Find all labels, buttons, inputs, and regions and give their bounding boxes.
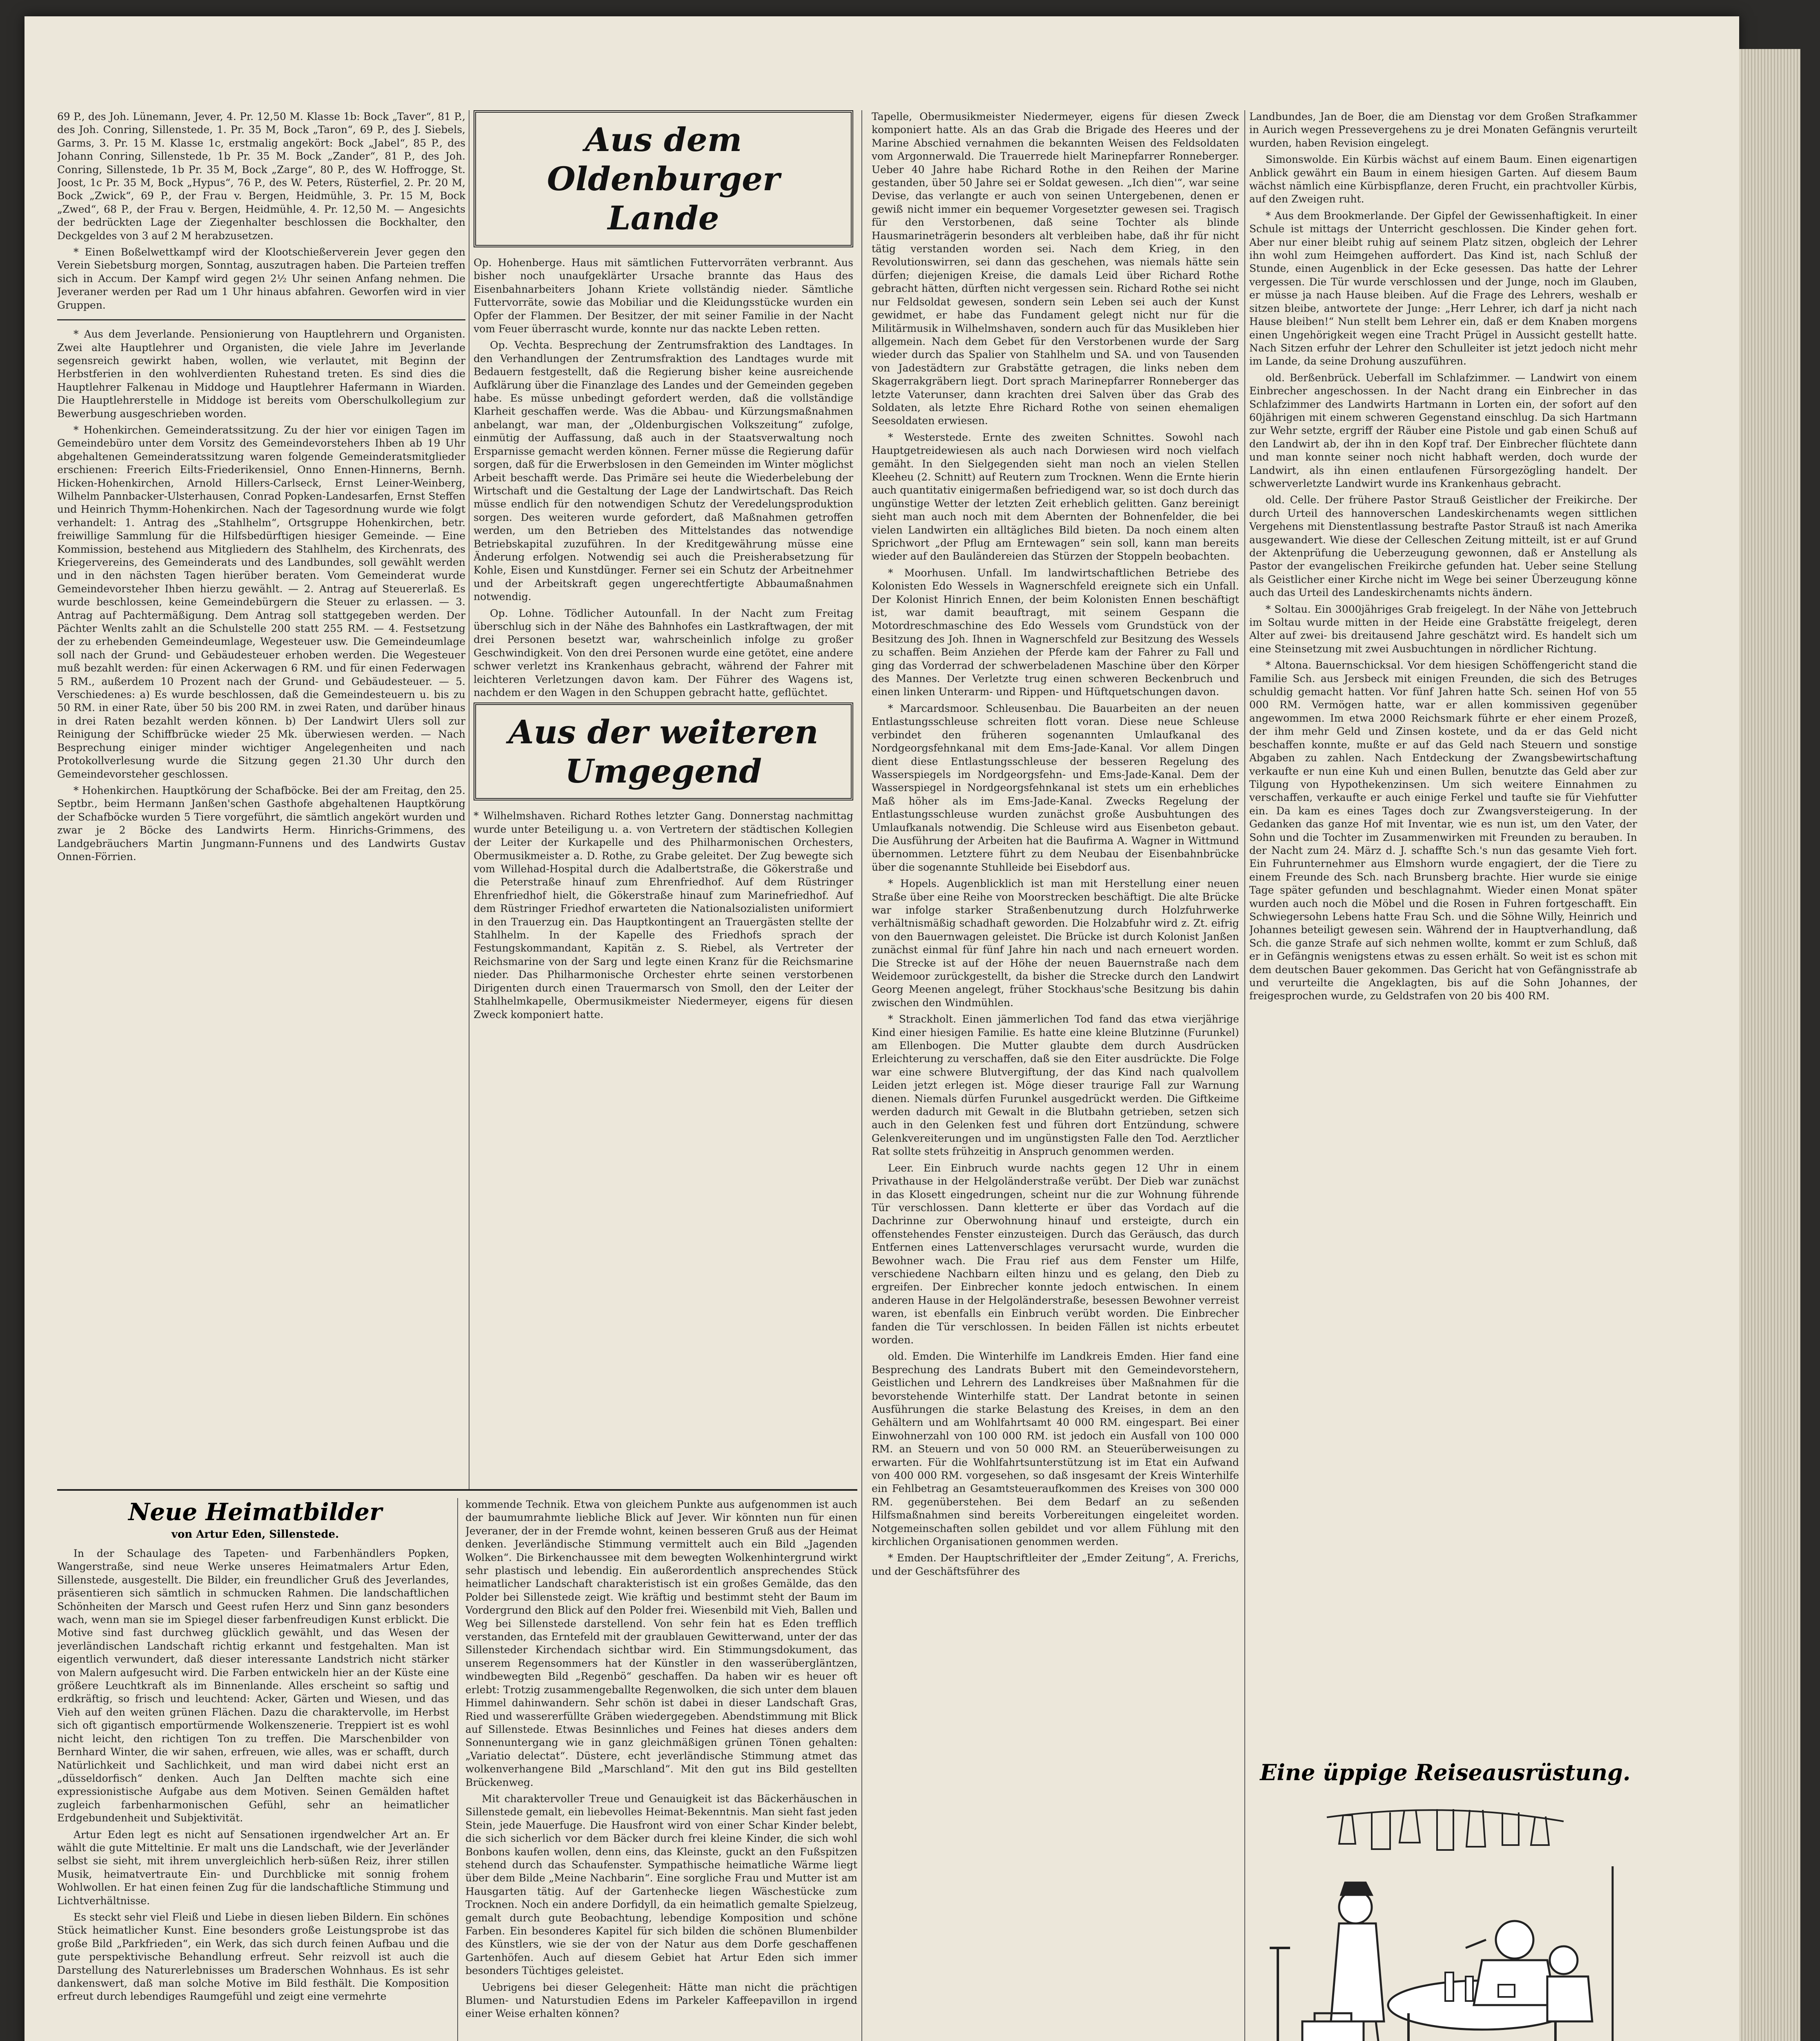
column-rule — [1244, 110, 1245, 2041]
paragraph: Uebrigens bei dieser Gelegenheit: Hätte man nicht die prächtigen Blumen- und Naturstudien Edens im Parkeler Kaffeepavillon in irgend einer Weise erhalten können? — [465, 1981, 857, 2020]
paragraph: kommende Technik. Etwa von gleichem Punkte aus aufgenommen ist auch der baumumrahmte liebliche Blick auf Jever. Wir könnten nun für einen Jeveraner, der in der Fremde wohnt, keinen besseren Gruß aus der Heimat denken. Jeverländische Stimmung vermittelt auch ein Bild „Jagenden Wolken“. Die Birkenchaussee mit dem bewegten Wolkenhintergrund wirkt sehr plastisch und lebendig. Ein außerordentlich ansprechendes Stück heimatlicher Landschaft charakteristisch ist ein großes Gemälde, das den Polder bei Sillenstede zeigt. Wie kräftig und bestimmt steht der Baum im Vordergrund den Blick auf den Polder frei. Wiesenbild mit Vieh, Ballen und Weg bei Sillenstede darstellend. Von sehr fein hat es Eden trefflich verstanden, das Erntefeld mit der graublauen Gewitterwand, unter der das Sillensteder Kirchendach sichtbar wird. Ein Stimmungsdokument, das unserem Regensommers hat der Künstler in den wasserübergläntzen, windbewegten Bild „Regenbö“ geschaffen. Da haben wir es heuer oft erlebt: Trotzig zusammengeballte Regenwolken, die sich unter dem blauen Himmel dahinwandern. Sehr schön ist dabei in dieser Landschaft Gras, Ried und wassererfüllte Gräben wiedergegeben. Abendstimmung mit Blick auf Sillenstede. Etwas Besinnliches und Feines hat dieses anders dem Sonnenuntergang wie in ganz gleichmäßigen grünen Tönen gehalten: „Variatio delectat“. Düstere, echt jeverländische Stimmung atmet das wolkenverhangene Bild „Marschland“. Mit den gut ins Bild gestellten Brückenweg. — [465, 1499, 857, 1788]
article-hopels: * Hopels. Augenblicklich ist man mit Herstellung einer neuen Straße über eine Reihe von Moorstrecken beschäftigt. Die alte Brücke war infolge starker Straßenbenutzung durch Holzfuhrwerke verhältnismäßig schadhaft geworden. Die Holzabfuhr wird z. Zt. eifrig von den Bauernwagen geleistet. Die Brücke ist durch Kolonist Janßen zunächst einmal für fünf Jahre hin nach und nach erneuert worden. Die Strecke ist auf der Höhe der neuen Bauernstraße nach dem Weidemoor zurückgestellt, da bisher die Strecke durch den Landwirt Georg Meenen angelegt, früher Stockhaus'sche Besitzung bis dahin zwischen den Windmühlen. — [872, 878, 1239, 1009]
section-header-oldenburg — [474, 110, 853, 247]
feature-column-right — [465, 1498, 857, 2041]
feature-title: Neue Heimatbilder — [128, 1498, 382, 1526]
article-moorhusen: * Moorhusen. Unfall. Im landwirtschaftlichen Betriebe des Kolonisten Edo Wessels in Wagnerschfeld ereignete sich ein Unfall. Der Kolonist Hinrich Ennen, der beim Kolonisten Ennen beschäftigt ist, war damit beauftragt, mit seinem Gespann die Motordreschmaschine des Edo Wessels vom Grundstück von der Besitzung des Joh. Ihnen in Wagnerschfeld zur Besitzung des Wessels zu schaffen. Beim Anziehen der Pferde kam der Fahrer zu Fall und ging das Vorderrad der schwerbeladenen Maschine über den Körper des Mannes. Der Verletzte trug einen schweren Beckenbruch und einen linken Unterarm- und Rippen- und Hüftquetschungen davon. — [872, 567, 1239, 698]
article-emden-zeitung: * Emden. Der Hauptschriftleiter der „Emder Zeitung“, A. Frerichs, und der Geschäftsführer des — [872, 1552, 1239, 1577]
article-wilhelmshaven: * Wilhelmshaven. Richard Rothes letzter Gang. Donnerstag nachmittag wurde unter Beteiligung u. a. von Vertretern der städtischen Kollegien der Leiter der Kurkapelle und des Philharmonischen Orchesters, Obermusikmeister a. D. Rothe, zu Grabe geleitet. Der Zug bewegte sich vom Willehad-Hospital durch die Adalbertstraße, die Gökerstraße und die Peterstraße hinauf zum Ehrenfriedhof. Auf dem Rüstringer Ehrenfriedhof hielt, die Gökerstraße hinauf zum Marinefriedhof. Auf dem Rüstringer Friedhof erwarteten die Nationalsozialisten uniformiert in den Trauerzug ein. Das Hauptkontingent an Trauergästen stellte der Stahlhelm. In der Kapelle des Friedhofs sprach der Festungskommandant, Kapitän z. S. Riebel, als Vertreter der Reichsmarine von der Sarg und legte einen Kranz für die Reichsmarine nieder. Das Philharmonische Orchester ehrte seinen verstorbenen Dirigenten durch einen Trauermarsch von Smoll, den der Leiter der Stahlhelmkapelle, Obermusikmeister Niedermeyer, eigens für diesen Zweck komponiert hatte. — [474, 810, 853, 1020]
article-hohenkirchen-sheep: * Hohenkirchen. Hauptkörung der Schafböcke. Bei der am Freitag, den 25. Septbr., beim Hermann Janßen'schen Gasthofe abgehaltenen Hauptkörung der Schafböcke wurden 5 Tiere vorgeführt, die sämtlich angekört wurden und zwar je 2 Böcke des Landwirts Herm. Hinrichs-Grimmens, des Landgebräuchers Martin Jungmann-Funnens und des Landwirts Gustav Onnen-Förrien. — [57, 784, 465, 863]
cartoon-illustration — [1253, 1793, 1637, 2041]
article-leer: Leer. Ein Einbruch wurde nachts gegen 12 Uhr in einem Privathause in der Helgoländerstraße verübt. Der Dieb war zunächst in das Klosett eingedrungen, scheint nur die zur Wohnung führende Tür verschlossen. Dann kletterte er über das Vordach auf die Dachrinne zur Oberwohnung hinauf und ersteigte, durch ein offenstehendes Fenster einzusteigen. Durch das Geräusch, das durch Entfernen eines Lattenverschlages verursacht wurde, wurden die Bewohner wach. Die Frau rief aus dem Fenster um Hilfe, verschiedene Nachbarn eilten hinzu und es gelang, den Dieb zu ergreifen. Der Einbrecher konnte jedoch entwischen. In einem anderen Hause in der Helgoländerstraße, besessen Bewohner verreist waren, ist ebenfalls ein Einbruch verübt worden. Die Einbrecher fanden die Tür verschlossen. In beiden Fällen ist nichts erbeutet worden. — [872, 1162, 1239, 1346]
article-soltau: * Soltau. Ein 3000jähriges Grab freigelegt. In der Nähe von Jettebruch im Soltau wurde mitten in der Heide eine Grabstätte freigelegt, deren Alter auf zwei- bis dreitausend Jahre geschätzt wird. Es handelt sich um eine Steinsetzung mit zwei Ausbuchtungen in nördlicher Richtung. — [1249, 603, 1637, 655]
column-oldenburg — [474, 110, 853, 1498]
page-edges — [1739, 49, 1800, 2041]
paragraph: Artur Eden legt es nicht auf Sensationen irgendwelcher Art an. Er wählt die gute Mitteltinie. Er malt uns die Landschaft, wie der Jeverländer selbst sie sieht, mit ihrem unvergleichlich herb-süßen Reiz, ihrer stillen Musik, heimatvertraute Ein- und Durchblicke mit sonnig frohem Wohlwollen. Er hat einen feinen Zug für die landschaftliche Stimmung und Lichtverhältnisse. — [57, 1828, 449, 1907]
column-regional — [872, 110, 1239, 2041]
section-header-umgegend — [474, 703, 853, 800]
paragraph: Es steckt sehr viel Fleiß und Liebe in diesen lieben Bildern. Ein schönes Stück heimatlicher Kunst. Eine besonders große Leistungsprobe ist das große Bild „Parkfrieden“, ein Werk, das sich durch feinen Aufbau und die gute perspektivische Behandlung erfreut. Sehr reizvoll ist auch die Darstellung des Naturerlebnisses um Braderschen Wohnhaus. Es ist sehr dankenswert, daß man solche Motive im Bild festhält. Die Komposition erfreut durch lebendiges Raumgefühl und zeigt eine vermehrte — [57, 1911, 449, 2003]
article-celle: old. Celle. Der frühere Pastor Strauß Geistlicher der Freikirche. Der durch Urteil des hannoverschen Landeskirchenamts wegen sittlichen Vergehens mit Dienstentlassung bestrafte Pastor Strauß ist nach Amerika ausgewandert. Wie diese der Celleschen Zeitung mitteilt, ist er auf Grund der Aktenprüfung die Ueberzeugung gewonnen, daß er Anstellung als Pastor der evangelischen Freikirche gefunden hat. Ueber seine Stellung als Geistlicher einer Kirche nicht im Wege bei seiner Überzeugung könne auch das Urteil des Landeskirchenamts nichts ändern. — [1249, 494, 1637, 599]
article-westerstede: * Westerstede. Ernte des zweiten Schnittes. Sowohl nach Hauptgetreidewiesen als auch nach Dorwiesen wird noch vielfach gemäht. In den Sielgegenden sieht man noch an vielen Stellen Kleeheu (2. Schnitt) auf Reutern zum Trocknen. Wenn die Ernte hierin auch quantitativ einigermaßen befriedigend war, so ist doch durch das ungünstige Wetter der letzten Zeit erheblich gelitten. Ganz bereinigt sieht man auch noch mit dem Abernten der Bohnenfelder, die bei vielen Landwirten ein alltägliches Bild bieten. Da noch einem alten Sprichwort „der Pflug am Erntewagen“ sein soll, kann man bereits wieder auf den Bauländereien das Stürzen der Stoppeln beobachten. — [872, 431, 1239, 562]
feature-column-left — [57, 1547, 449, 2041]
article-hohenberge: Op. Hohenberge. Haus mit sämtlichen Futtervorräten verbrannt. Aus bisher noch unaufgeklärter Ursache brannte das Haus des Eisenbahnarbeiters Johann Kriete vollständig nieder. Sämtliche Futtervorräte, sowie das Mobiliar und die Kleidungsstücke wurden ein Opfer der Flammen. Der Besitzer, der mit seiner Familie in der Nacht vom Feuer überrascht wurde, konnte nur das nackte Leben retten. — [474, 257, 853, 335]
feature-byline: von Artur Eden, Sillenstede. — [171, 1528, 339, 1541]
article-jeverland-pension: * Aus dem Jeverlande. Pensionierung von Hauptlehrern und Organisten. Zwei alte Hauptlehrer und Organisten, die viele Jahre im Jeverlande segensreich gewirkt haben, wollen, wie verlautet, mit Beginn der Herbstferien in den wohlverdienten Ruhestand treten. Es sind dies die Hauptlehrer Falkenau in Middoge und Hauptlehrer Hafermann in Wiarden. Die Hauptlehrerstelle in Middoge ist bereits vom Oberschulkollegium zur Bewerbung ausgeschrieben worden. — [57, 328, 465, 420]
paragraph: In der Schaulage des Tapeten- und Farbenhändlers Popken, Wangerstraße, sind neue Werke unseres Heimatmalers Artur Eden, Sillenstede, ausgestellt. Die Bilder, ein freundlicher Gruß des Jeverlandes, präsentieren sich sämtlich in schmucken Rahmen. Die landschaftlichen Schönheiten der Marsch und Geest rufen Herz und Sinn ganz besonders wach, wenn man sie im Spiegel dieser farbenfreudigen Kunst erblickt. Die Motive sind fast durchweg glücklich gewählt, und das Wesen der jeverländischen Landschaft richtig erkannt und festgehalten. Man ist eigentlich verwundert, daß dieser interessante Landstrich nicht stärker von Malern aufgesucht wird. Die Farben entwickeln hier an der Küste eine größere Leuchtkraft als im Binnenlande. Alles erscheint so saftig und erdkräftig, so frisch und leuchtend: Acker, Gärten und Wiesen, und das Vieh auf den weiten grünen Flächen. Dazu die charaktervolle, im Herbst sich oft gigantisch emportürmende Wolkenszenerie. Treppiert ist es wohl nicht leicht, den richtigen Ton zu treffen. Die Marschenbilder von Bernhard Winter, die wir sahen, erfreuen, wie alles, was er schafft, durch Natürlichkeit und Sachlichkeit, und man wird dabei nicht erst an „düsseldorfisch“ denken. Auch Jan Delften machte sich eine expressionistische Aufgabe aus dem Motiven. Seinen Gemälden haftet zugleich farbenharmonischen Gefühl, sehr an heimatlicher Erdgebundenheit und Subjektivität. — [57, 1547, 449, 1824]
article-marcardsmoor: * Marcardsmoor. Schleusenbau. Die Bauarbeiten an der neuen Entlastungsschleuse schreiten flott voran. Diese neue Schleuse verbindet den früheren sogenannten Umlaufkanal des Nordgeorgsfehnkanal mit dem Ems-Jade-Kanal. Vor allem Dingen dient diese Entlastungsschleuse der besseren Regelung des Wasserspiegels im Nordgeorgsfehn- und Ems-Jade-Kanal. Dem der Wasserspiegel in Nordgeorgsfehnkanal ist stets um ein erhebliches Maß höher als im Ems-Jade-Kanal. Zwecks Regelung der Entlastungsschleuse wurden zunächst große Ausbuhtungen des Umlaufkanals notwendig. Die Schleuse wird aus Eisenbeton gebaut. Die Ausführung der Arbeiten hat die Baufirma A. Wagner in Wittmund übernommen. Letztere führt zu dem Neubau der Eisenbahnbrücke über die sogenannte Stuhlleide bei Eisebdorf aus. — [872, 702, 1239, 873]
article-rothe-continued: Tapelle, Obermusikmeister Niedermeyer, eigens für diesen Zweck komponiert hatte. Als an das Grab die Brigade des Heeres und der Marine Abschied vernahmen die bekannten Weisen des Feldsoldaten vom Argonnerwald. Die Trauerrede hielt Marinepfarrer Ronneberger. Ueber 40 Jahre habe Richard Rothe in den Reihen der Marine gestanden, über 50 Jahre sei er Soldat gewesen. „Ich dien'“, war seine Devise, das verlangte er auch von seinen Untergebenen, denen er gewiß nicht immer ein bequemer Vorgesetzter gewesen sei. Tragisch für den Verstorbenen, daß seine Tochter als blinde Hausmarineträgerin besonders alt verbleiben habe, daß ihr für nicht tätig verstanden worden sei. Nach dem Krieg, in den Revolutionswirren, sei dann das geschehen, was niemals hätte sein dürfen; diejenigen Kreise, die damals Leid über Richard Rothe gebracht hätten, dürften nicht vergessen sein. Richard Rothe sei nicht nur Feldsoldat gewesen, sondern sein Leben sei auch der Kunst gewidmet, er habe das Fundament gelegt nicht nur für die Militärmusik in Wilhelmshaven, sondern auch für das Musikleben hier allgemein. Nach dem Gebet für den Verstorbenen wurde der Sarg wieder durch das Spalier von Stahlhelm und SA. und von Tausenden von Jadestädtern zur Grabstätte getragen, die links neben dem Skagerrakgräbern liegt. Dort sprach Marinepfarrer Ronneberger das letzte Vaterunser, dann krachten drei Salven über das Grab des Soldaten, als letzte Ehre Richard Rothe von seinen ehemaligen Seesoldaten erwiesen. — [872, 111, 1239, 427]
article-emden-winterhilfe: old. Emden. Die Winterhilfe im Landkreis Emden. Hier fand eine Besprechung des Landrats Bubert mit den Gemeindevorstehern, Geistlichen und Lehrern des Landkreises über Maßnahmen für die bevorstehende Winterhilfe statt. Der Landrat betonte in seinen Ausführungen die starke Belastung des Kreises, in dem an den Gehältern und am Wohlfahrtsamt 40 000 RM. eingespart. Bei einer Einwohnerzahl von 100 000 RM. ist jedoch ein Ausfall von 100 000 RM. an Steuern und von 50 000 RM. an Steuerüberweisungen zu erwarten. Für die Wohlfahrtsunterstützung ist im Etat ein Aufwand von 400 000 RM. vorgesehen, so daß insgesamt der Kreis Winterhilfe ein Fehlbetrag an Gesamtsteueraufkommen des Kreises von 300 000 RM. gegenüberstehen. Bei dem Bedarf an zu seßenden Hilfsmaßnahmen sind bereits Vorbereitungen eingeleitet worden. Notgemeinschaften sollen gebildet und vor allem Fühlung mit den kirchlichen Organisationen genommen werden. — [872, 1350, 1239, 1548]
article-vechta: Op. Vechta. Besprechung der Zentrumsfraktion des Landtages. In den Verhandlungen der Zentrumsfraktion des Landtages wurde mit Bedauern festgestellt, daß die Regierung bisher keine ausreichende Aufklärung über die Finanzlage des Landes und der Gemeinden gegeben habe. Es müsse unbedingt gefordert werden, daß die vollständige Klarheit geschaffen werde. Was die Abbau- und Kürzungsmaßnahmen anbelangt, war man, der „Oldenburgischen Volkszeitung“ zufolge, einmütig der Auffassung, daß auch in der Staatsverwaltung noch Ersparnisse gemacht werden können. Ferner müsse die Regierung dafür sorgen, daß für die Erwerbslosen in den Gemeinden im Winter möglichst Arbeit beschafft werde. Das Primäre sei heute die Wiederbelebung der Wirtschaft und die Gestaltung der Lage der Landwirtschaft. Das Reich müsse endlich für den notwendigen Schutz der Veredelungsproduktion sorgen. Des weiteren wurde gefordert, daß Maßnahmen getroffen werden, um den Betrieben des Mittelstandes das notwendige Betriebskapital zuzuführen. In der Kreditgewährung müsse eine Änderung erfolgen. Notwendig sei auch die Preisherabsetzung für Kohle, Eisen und Kunstdünger. Ferner sei ein Schutz der Arbeitnehmer und der Arbeitskraft gegen ungerechtfertigte Abbaumaßnahmen notwendig. — [474, 339, 853, 603]
cartoon — [1253, 1759, 1637, 2041]
column-rule — [457, 1498, 458, 2041]
section-title: Aus dem Oldenburger Lande — [547, 120, 780, 237]
newspaper-page — [24, 16, 1739, 2041]
column-region-north — [1249, 110, 1637, 1702]
article-altona: * Altona. Bauernschicksal. Vor dem hiesigen Schöffengericht stand die Familie Sch. aus Jersbeck mit einigen Freunden, die sich des Betruges schuldig gemacht hatten. Vor fünf Jahren hatte Sch. seinen Hof von 55 000 RM. Vermögen hatte, war er allen kommissiven gegenüber angewommen. Im etwa 2000 Reichsmark führte er eher einem Prozeß, der ihm mehr Geld und Zinsen kostete, und da er das Geld nicht beschaffen konnte, mußte er auf das Geld nach Steuern und sonstige Abgaben zu zahlen. Nach Entdeckung der Zwangsbewirtschaftung verkaufte er nun eine Kuh und einen Bullen, benutzte das Geld aber zur Tilgung von Hypothekenzinsen. Um sich weitere Einnahmen zu verschaffen, verkaufte er auch einige Ferkel und taufte sie für Viehfutter ein. Da kam es eines Tages doch zur Zwangsversteigerung. In der Gedanken das ganze Hof mit Inventar, wie es nun ist, um den Vater, der Sohn und die Tochter im Zusammenwirken mit Freunden zu berauben. In der Nacht zum 24. März d. J. schaffte Sch.'s nun das gesamte Vieh fort. Ein Fuhrunternehmer aus Elmshorn wurde engagiert, der die Tiere zu einem Freunde des Sch. nach Brunsberg brachte. Hier wurde sie einige Tage später gefunden und beschlagnahmt. Wieder einen Monat später wurden auch noch die Möbel und die Rosen in Fuhren fortgeschafft. Ein Schwiegersohn Lebens hatte Frau Sch. und die Söhne Willy, Heinrich und Johannes beteiligt gewesen sein. Während der in Hauptverhandlung, daß Sch. die ganze Strafe auf sich nehmen wollte, kommt er zum Schluß, daß er in Gefängnis wenigstens etwas zu essen erhält. So weit ist es schon mit dem deutschen Bauer gekommen. Das Gericht hat von Gefängnisstrafe ab und verurteilte die Angeklagten, bis auf die Sohn Johannes, der freigesprochen wurde, zu Geldstrafen von 20 bis 400 RM. — [1249, 659, 1637, 1002]
article-lohne: Op. Lohne. Tödlicher Autounfall. In der Nacht zum Freitag überschlug sich in der Nähe des Bahnhofes ein Lastkraftwagen, der mit drei Personen besetzt war, wahrscheinlich infolge zu großer Geschwindigkeit. Von den drei Personen wurde eine getötet, eine andere schwer verletzt ins Krankenhaus gebracht, während der Fahrer mit leichteren Verletzungen davon kam. Der Führer des Wagens ist, nachdem er den Wagen in den Schuppen gebracht hatte, geflüchtet. — [474, 607, 853, 698]
paragraph: Mit charaktervoller Treue und Genauigkeit ist das Bäckerhäuschen in Sillenstede gemalt, ein liebevolles Heimat-Bekenntnis. Man sieht fast jeden Stein, jede Mauerfuge. Die Hausfront wird von einer Schar Kinder belebt, die sich sicherlich vor dem Bäcker durch frei kleine Kinder, die sich wohl Bonbons kaufen wollen, denn eins, das Kleinste, guckt an den Fußspitzen stehend durch das Schaufenster. Sympathische heimatliche Wärme liegt über dem Bilde „Meine Nachbarin“. Eine sorgliche Frau und Mutter ist am Hausgarten tätig. Auf der Gartenhecke liegen Wäschestücke zum Trocknen. Noch ein andere Dorfidyll, da ein heimatlich gemalte Spielzeug, gemalt durch gute Beobachtung, lebendige Komposition und schöne Farben. Ein besonderes Kapitel für sich bilden die schönen Blumenbilder des Künstlers, wie sie der von der Natur aus dem Dorfe geschaffenen Gartenhöfen. Auch auf diesem Gebiet hat Artur Eden sich immer besonders Tüchtiges geleistet. — [465, 1792, 857, 1977]
article-simonswolde: Simonswolde. Ein Kürbis wächst auf einem Baum. Einen eigenartigen Anblick gewährt ein Baum in einem hiesigen Garten. Auf diesem Baum wächst nämlich eine Kürbispflanze, deren Frucht, ein prachtvoller Kürbis, auf den Zweigen ruht. — [1249, 153, 1637, 205]
section-divider — [57, 1489, 857, 1491]
article-strackholt: * Strackholt. Einen jämmerlichen Tod fand das etwa vierjährige Kind einer hiesigen Familie. Es hatte eine kleine Blutzinne (Furunkel) am Ellenbogen. Die Mutter glaubte dem durch Ausdrücken Erleichterung zu verschaffen, daß sie den Eiter ausdrückte. Die Folge war eine schwere Blutvergiftung, der das Kind nach qualvollem Leiden jetzt erlegen ist. Möge dieser traurige Fall zur Warnung dienen. Niemals dürfen Furunkel ausgedrückt werden. Die Giftkeime werden dadurch mit Gewalt in die Blutbahn getrieben, setzen sich auch in den Gelenken fest und führen dort Entzündung, schwere Gelenkvereiterungen und im ungünstigsten Falle den Tod. Aerztlicher Rat sollte stets frühzeitig in Anspruch genommen werden. — [872, 1013, 1239, 1158]
feature-heimatbilder — [57, 1498, 874, 2041]
article-brookmerland: * Aus dem Brookmerlande. Der Gipfel der Gewissenhaftigkeit. In einer Schule ist mittags der Unterricht geschlossen. Die Kinder gehen fort. Aber nur einer bleibt ruhig auf seinem Platz sitzen, obgleich der Lehrer ihn wohl zum Heimgehen auffordert. Das Kind ist, nach Schluß der Stunde, einen Augenblick in der Ecke gesessen. Das hatte der Lehrer vergessen. Die Tür wurde verschlossen und der Junge, noch im Glauben, er müsse ja nach Hause bleiben. Auf die Frage des Lehrers, weshalb er sitzen bleibe, antwortete der Junge: „Herr Lehrer, ich darf ja nicht nach Hause bleiben!“ Nun stellt bem Lehrer ein, daß er dem Knaben morgens einen Ungehörigkeit wegen eine Tracht Prügel in Aussicht gestellt hatte. Nach Sitzen erfuhr der Lehrer den Schulleiter ist jetzt jedoch nicht mehr im Lande, da seine Drohung auszuführen. — [1249, 209, 1637, 367]
article-goat-awards: 69 P., des Joh. Lünemann, Jever, 4. Pr. 12,50 M. Klasse 1b: Bock „Taver“, 81 P., des Joh. Conring, Sillenstede, 1. Pr. 35 M, Bock „Taron“, 69 P., des J. Siebels, Garms, 3. Pr. 15 M. Klasse 1c, erstmalig angekört: Bock „Jabel“, 85 P., des Johann Conring, Sillenstede, 1b Pr. 35 M. Bock „Zander“, 81 P., des Joh. Conring, Sillenstede, 1b Pr. 35 M, Bock „Zarge“, 80 P., des W. Hoffrogge, St. Joost, 1c Pr. 35 M, Bock „Hypus“, 76 P., des W. Peters, Rüsterfiel, 2. Pr. 20 M, Bock „Zwick“, 69 P., der Frau v. Bergen, Heidmühle, 3. Pr. 15 M, Bock „Zwed“, 68 P., der Frau v. Bergen, Heidmühle, 4. Pr. 12,50 M. — Angesichts der bedrückten Lage der Ziegenhalter beschlossen die Bockhalter, den Deckgeldes von 3 auf 2 M herabzusetzen. — [57, 111, 465, 242]
article-landbund: Landbundes, Jan de Boer, die am Dienstag vor dem Großen Strafkammer in Aurich wegen Pressevergehens zu je drei Monaten Gefängnis verurteilt wurden, haben Revision eingelegt. — [1249, 111, 1637, 149]
cartoon-title: Eine üppige Reiseausrüstung. — [1260, 1759, 1631, 1785]
article-bersenbrueck: old. Berßenbrück. Ueberfall im Schlafzimmer. — Landwirt von einem Einbrecher angeschossen. In der Nacht drang ein Einbrecher in das Schlafzimmer des Landwirts Hartmann in Lorten ein, der sofort auf den 60jährigen mit einem schweren Gegenstand einschlug. Da sich Hartmann zur Wehr setzte, ergriff der Räuber eine Pistole und gab einen Schuß auf den Landwirt ab, der ihn in den Kopf traf. Der Einbrecher flüchtete dann und man konnte seiner noch nicht habhaft werden, doch wurde der Landwirt, als ihn einen entlaufenen Fürsorgezögling handelt. Der schwerverletzte Landwirt wurde ins Krankenhaus gebracht. — [1249, 371, 1637, 489]
column-local-news — [57, 110, 465, 1498]
divider — [57, 319, 465, 320]
article-hohenkirchen-council: * Hohenkirchen. Gemeinderatssitzung. Zu der hier vor einigen Tagen im Gemeindebüro unter dem Vorsitz des Gemeindevorstehers Ihben ab 19 Uhr abgehaltenen Gemeinderatssitzung waren folgende Gemeinderatsmitglieder erschienen: Freerich Eilts-Friederikensiel, Onno Ennen-Hinnerns, Bernh. Hicken-Hohenkirchen, Arnold Hillers-Carlseck, Ernst Leiner-Weinberg, Wilhelm Pannbacker-Ulsterhausen, Conrad Popken-Landesarfen, Ernst Steffen und Heinrich Thymm-Hohenkirchen. Nach der Tagesordnung wurde wie folgt verhandelt: 1. Antrag des „Stahlhelm“, Ortsgruppe Hohenkirchen, betr. freiwillige Sammlung für die Hilfsbedürftigen hiesiger Gemeinde. — Eine Kommission, bestehend aus Mitgliedern des Stahlhelm, des Kirchenrats, des Kriegervereins, des Gemeinderats und des Landbundes, soll gewählt werden und in den nächsten Tagen hierüber beraten. Vom Gemeinderat wurde Gemeindevorsteher Ihben hierzu gewählt. — 2. Antrag auf Steuererlaß. Es wurde beschlossen, keine Gemeindebürgern die Steuer zu erlassen. — 3. Antrag auf Pachtermäßigung. Dem Antrag soll stattgegeben werden. Der Pächter Wenlts zahlt an die Schulstelle 200 statt 255 RM. — 4. Festsetzung der zu erhebenden Gemeindeumlage, Wegesteuer usw. Die Gemeindeumlage soll nach der Grund- und Gebäudesteuer erhoben werden. Die Wegesteuer muß bezahlt werden: für einen Ackerwagen 6 RM. und für einen Federwagen 5 RM., außerdem 10 Prozent nach der Grund- und Gebäudesteuer. — 5. Verschiedenes: a) Es wurde beschlossen, daß die Gemeindesteuern u. bis zu 50 RM. in einer Rate, über 50 bis 200 RM. in zwei Raten, und darüber hinaus in drei Raten bezahlt werden können. b) Der Landwirt Ulers soll zur Reinigung der Schiffbrücke wieder 25 Mk. überwiesen werden. — Nach Besprechung einiger minder wichtiger Angelegenheiten und nach Protokollverlesung wurde die Sitzung gegen 21.30 Uhr durch den Gemeindevorsteher geschlossen. — [57, 424, 465, 780]
section-title: Aus der weiteren Umgegend — [508, 713, 819, 791]
article-bosselwettkampf: * Einen Boßelwettkampf wird der Klootschießerverein Jever gegen den Verein Siebetsburg morgen, Sonntag, auszutragen haben. Die Parteien treffen sich in Accum. Der Kampf wird gegen 2½ Uhr seinen Anfang nehmen. Die Jeveraner werden per Rad um 1 Uhr hinaus abfahren. Geworfen wird in vier Gruppen. — [57, 246, 465, 311]
